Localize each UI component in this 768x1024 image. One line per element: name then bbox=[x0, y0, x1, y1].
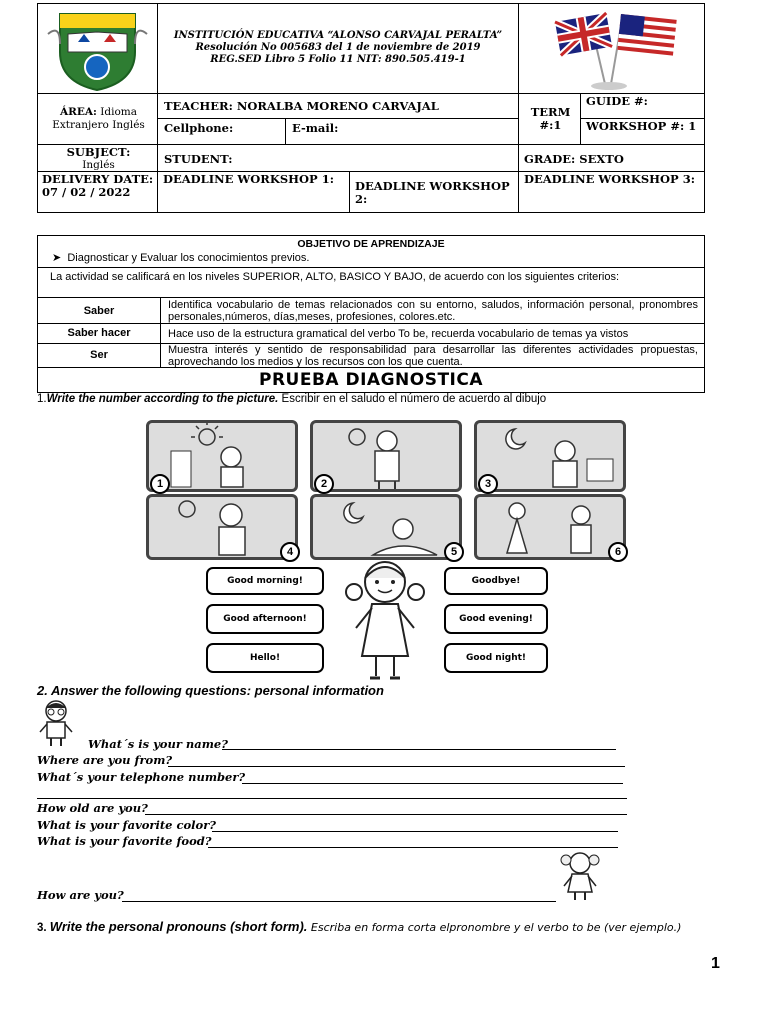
section2-title: 2. Answer the following questions: personal information bbox=[37, 683, 384, 698]
section1-instruction bbox=[37, 393, 546, 405]
institution-name: INSTITUCIÓN EDUCATIVA “ALONSO CARVAJAL PERALTA” bbox=[173, 30, 503, 41]
resolution-text: Resolución No 005683 del 1 de noviembre de 2019 bbox=[195, 42, 481, 53]
subject-cell bbox=[37, 144, 158, 172]
test-title-cell bbox=[37, 367, 705, 393]
workshop-label: WORKSHOP #: 1 bbox=[586, 119, 697, 133]
deadline1-cell bbox=[157, 171, 350, 213]
subject-label: SUBJECT: bbox=[66, 145, 131, 159]
greeting-bubble: Good evening! bbox=[444, 604, 548, 634]
deadline2-cell bbox=[349, 171, 519, 213]
sun-kid-illustration bbox=[149, 497, 295, 557]
term-value: TERM #:1 bbox=[530, 105, 571, 132]
sun-kid-illustration bbox=[313, 423, 459, 489]
criteria-label-saber-hacer: Saber hacer bbox=[67, 327, 131, 339]
panel-number: 6 bbox=[608, 542, 628, 562]
picture-panel bbox=[146, 494, 298, 560]
criteria-text-saber: Identifica vocabulario de temas relacionados con su entorno, saludos, información personal, pronombres personales,números, días,meses, profesiones, colores.etc. bbox=[168, 299, 698, 323]
student-label: STUDENT: bbox=[164, 152, 233, 166]
criteria-label-cell bbox=[37, 343, 161, 368]
greeting-bubble: Goodbye! bbox=[444, 567, 548, 595]
question-name: What´s is your name? bbox=[88, 737, 228, 751]
moon-kid-illustration bbox=[313, 497, 459, 557]
area-label: ÁREA: bbox=[59, 106, 97, 118]
boy-with-glasses-icon bbox=[38, 698, 74, 748]
cellphone-cell bbox=[157, 118, 286, 145]
page-number: 1 bbox=[711, 955, 720, 972]
section1-instruction-es: Escribir en el saludo el número de acuerdo al dibujo bbox=[278, 393, 547, 405]
guide-cell bbox=[580, 93, 705, 119]
section1-number: 1. bbox=[37, 393, 47, 405]
answer-line[interactable] bbox=[145, 814, 627, 815]
greeting-bubble: Good night! bbox=[444, 643, 548, 673]
grade-cell bbox=[518, 144, 705, 172]
criteria-label-cell bbox=[37, 297, 161, 324]
logo-cell bbox=[37, 3, 158, 94]
objective-title: OBJETIVO DE APRENDIZAJE bbox=[297, 238, 445, 250]
criteria-intro: La actividad se calificará en los niveles SUPERIOR, ALTO, BASICO Y BAJO, de acuerdo con los siguientes criterios: bbox=[50, 271, 620, 283]
waving-kids-illustration bbox=[477, 497, 623, 557]
section3-instruction: Escriba en forma corta elpronombre y el verbo to be (ver ejemplo.) bbox=[307, 921, 682, 934]
answer-line[interactable] bbox=[37, 798, 627, 799]
criteria-text-cell bbox=[160, 297, 705, 324]
institution-cell bbox=[157, 3, 519, 94]
section3-number: 3. bbox=[37, 922, 47, 934]
criteria-label-ser: Ser bbox=[90, 349, 108, 361]
question-color: What is your favorite color? bbox=[37, 818, 216, 832]
panel-number: 1 bbox=[150, 474, 170, 494]
student-cell bbox=[157, 144, 519, 172]
answer-line[interactable] bbox=[208, 847, 618, 848]
girl-pigtails-icon bbox=[560, 850, 600, 902]
area-cell bbox=[37, 93, 158, 145]
deadline2-label: DEADLINE WORKSHOP 2: bbox=[355, 179, 510, 206]
school-shield-logo bbox=[38, 4, 157, 93]
deadline1-label: DEADLINE WORKSHOP 1: bbox=[163, 172, 334, 186]
panel-number: 4 bbox=[280, 542, 300, 562]
answer-line[interactable] bbox=[168, 766, 625, 767]
girl-illustration bbox=[330, 558, 440, 682]
subject-value: Inglés bbox=[82, 159, 115, 171]
picture-panel bbox=[310, 494, 462, 560]
delivery-cell bbox=[37, 171, 158, 213]
greeting-bubble: Hello! bbox=[206, 643, 324, 673]
registry-text: REG.SED Libro 5 Folio 11 NIT: 890.505.419-1 bbox=[210, 54, 466, 65]
picture-panel bbox=[474, 494, 626, 560]
answer-line[interactable] bbox=[212, 831, 618, 832]
test-title: PRUEBA DIAGNOSTICA bbox=[258, 370, 484, 390]
criteria-text-ser: Muestra interés y sentido de responsabilidad para desarrollar las diferentes actividades propuestas, aprovechando los medios y los recursos con los que cuenta. bbox=[168, 344, 698, 368]
cellphone-label: Cellphone: bbox=[164, 121, 234, 135]
answer-line[interactable] bbox=[122, 901, 556, 902]
question-age: How old are you? bbox=[37, 801, 148, 815]
teacher-name: TEACHER: NORALBA MORENO CARVAJAL bbox=[164, 99, 439, 113]
guide-label: GUIDE #: bbox=[586, 94, 648, 108]
grade-value: GRADE: SEXTO bbox=[524, 152, 624, 166]
deadline3-label: DEADLINE WORKSHOP 3: bbox=[524, 172, 695, 186]
arrow-bullet-icon: ➤ bbox=[52, 252, 68, 264]
panel-number: 3 bbox=[478, 474, 498, 494]
greeting-bubble: Good morning! bbox=[206, 567, 324, 595]
objective-header bbox=[37, 235, 705, 268]
criteria-text-cell bbox=[160, 343, 705, 368]
answer-line[interactable] bbox=[242, 783, 623, 784]
question-food: What is your favorite food? bbox=[37, 834, 212, 848]
section3-title: Write the personal pronouns (short form). bbox=[49, 919, 308, 934]
section1-instruction-en: Write the number according to the picture. bbox=[46, 393, 279, 405]
teacher-cell bbox=[157, 93, 519, 119]
criteria-text-saber-hacer: Hace uso de la estructura gramatical del verbo To be, recuerda vocabulario de temas ya vistos bbox=[168, 328, 629, 340]
sun-kid-illustration bbox=[149, 423, 295, 489]
section3-heading bbox=[37, 918, 717, 937]
email-cell bbox=[285, 118, 519, 145]
question-from: Where are you from? bbox=[37, 753, 173, 767]
panel-number: 5 bbox=[444, 542, 464, 562]
moon-kid-illustration bbox=[477, 423, 623, 489]
question-how-are-you: How are you? bbox=[37, 888, 124, 902]
criteria-label-cell bbox=[37, 323, 161, 344]
criteria-text-cell bbox=[160, 323, 705, 344]
objective-bullet: Diagnosticar y Evaluar los conocimientos previos. bbox=[67, 252, 310, 264]
flags-cell bbox=[518, 3, 705, 94]
deadline3-cell bbox=[518, 171, 705, 213]
term-cell bbox=[518, 93, 581, 145]
criteria-label-saber: Saber bbox=[83, 305, 115, 317]
question-telephone: What´s your telephone number? bbox=[37, 770, 246, 784]
area-value: Idioma Extranjero Inglés bbox=[52, 106, 145, 131]
criteria-intro-cell bbox=[37, 267, 705, 298]
email-label: E-mail: bbox=[292, 121, 339, 135]
workshop-cell bbox=[580, 118, 705, 145]
flags-icon bbox=[519, 4, 704, 93]
panel-number: 2 bbox=[314, 474, 334, 494]
delivery-date: DELIVERY DATE: 07 / 02 / 2022 bbox=[42, 172, 154, 199]
greeting-bubble: Good afternoon! bbox=[206, 604, 324, 634]
answer-line[interactable] bbox=[222, 749, 616, 750]
